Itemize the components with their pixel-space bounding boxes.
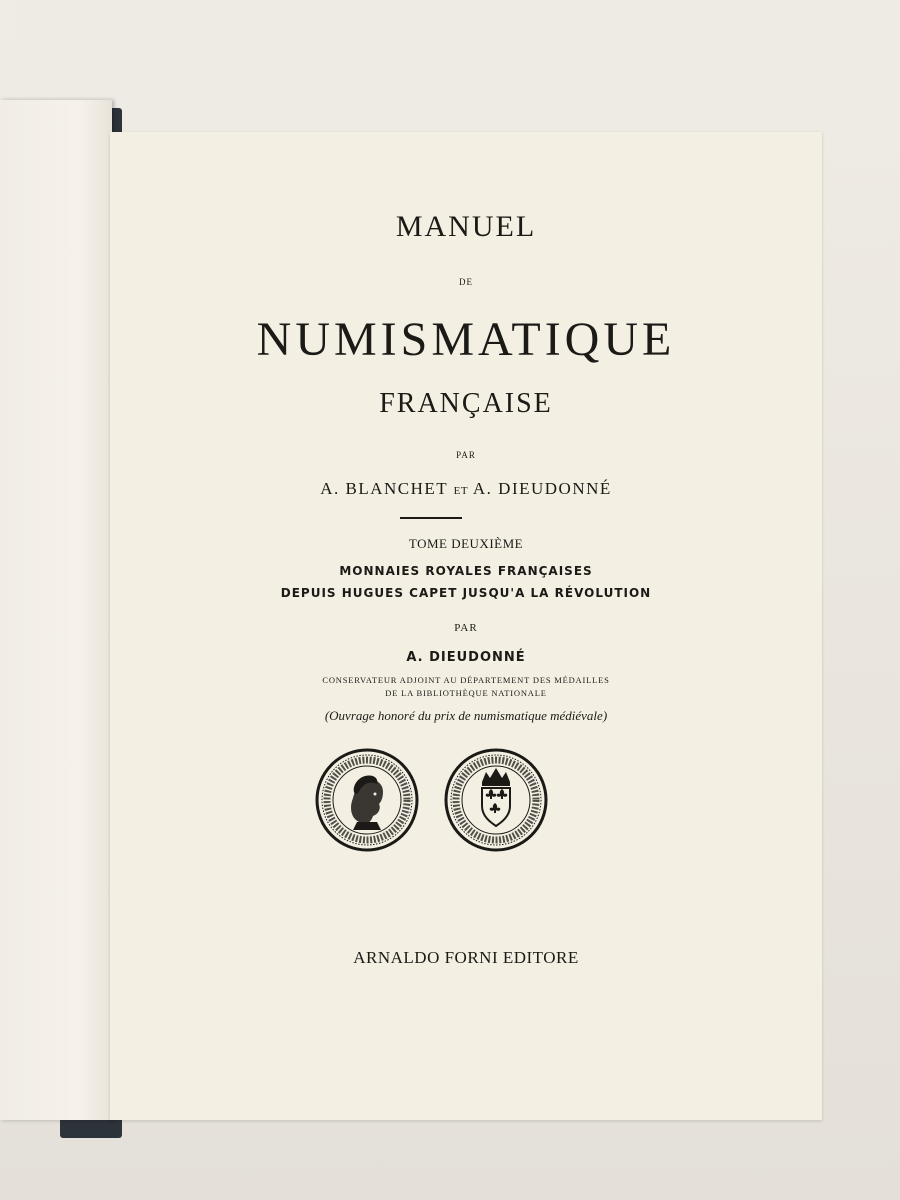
subtitle-depuis: DEPUIS HUGUES CAPET JUSQU'A LA RÉVOLUTION bbox=[280, 586, 652, 600]
title-de: DE bbox=[459, 277, 473, 287]
tome-label: TOME DEUXIÈME bbox=[408, 536, 524, 551]
author-conjunction: ET bbox=[453, 485, 469, 497]
credentials-line-1: CONSERVATEUR ADJOINT AU DÉPARTEMENT DES MÉDAILLES bbox=[322, 675, 610, 685]
title-page bbox=[110, 132, 822, 1120]
par-label: PAR bbox=[456, 450, 476, 460]
subtitle-monnaies: MONNAIES ROYALES FRANÇAISES bbox=[339, 564, 593, 578]
honor-note: (Ouvrage honoré du prix de numismatique médiévale) bbox=[324, 708, 608, 723]
divider-rule bbox=[400, 517, 462, 519]
publisher-name: ARNALDO FORNI EDITORE bbox=[353, 948, 579, 967]
title-numismatique: NUMISMATIQUE bbox=[256, 313, 676, 366]
par-label-2: PAR bbox=[454, 622, 478, 634]
title-francaise: FRANÇAISE bbox=[379, 388, 553, 419]
left-page bbox=[0, 100, 112, 1120]
credentials-line-2: DE LA BIBLIOTHÈQUE NATIONALE bbox=[385, 688, 547, 698]
crowned-fleur-de-lis-shield-coin-icon bbox=[444, 748, 548, 852]
author-dieudonne: A. DIEUDONNÉ bbox=[472, 479, 612, 498]
background-sheet bbox=[18, 0, 900, 110]
royal-portrait-coin-icon bbox=[315, 748, 419, 852]
author-dieudonne-single: A. DIEUDONNÉ bbox=[406, 650, 526, 665]
authors-line bbox=[110, 479, 822, 499]
author-blanchet: A. BLANCHET bbox=[320, 479, 448, 498]
title-manuel: MANUEL bbox=[395, 210, 537, 243]
